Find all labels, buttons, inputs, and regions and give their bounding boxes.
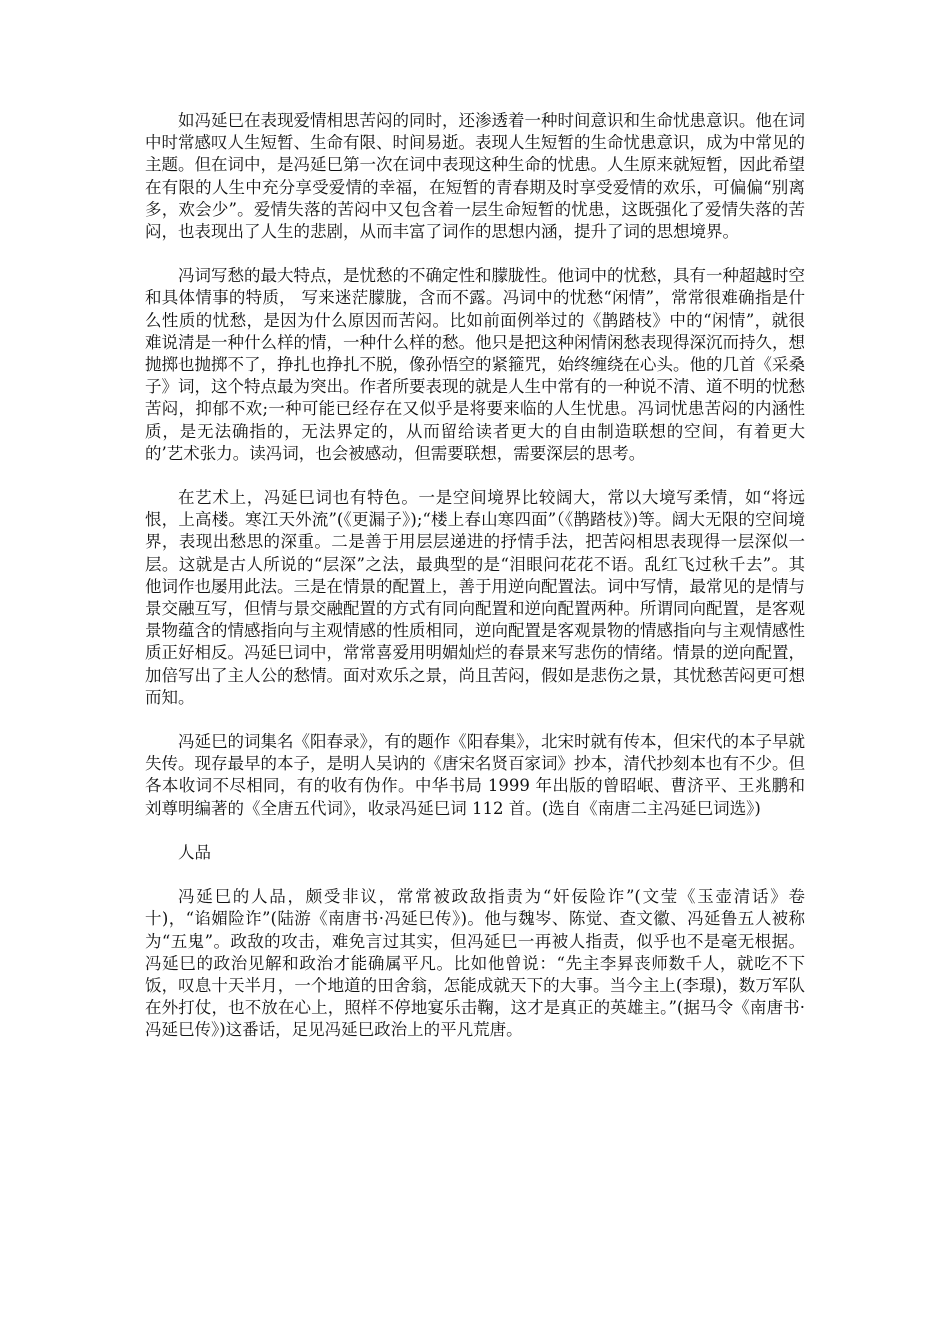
paragraph-time-consciousness: 如冯延巳在表现爱情相思苦闷的同时，还渗透着一种时间意识和生命忧患意识。他在词中时常感叹人生短暂、生命有限、时间易逝。表现人生短暂的生命忧患意识，成为中常见的主题。但在词中，是冯延巳第一次在词中表现这种生命的忧患。人生原来就短暂，因此希望在有限的人生中充分享受爱情的幸福，在短暂的青春期及时享受爱情的欢乐，可偏偏“别离多，欢会少”。爱情失落的苦闷中又包含着一层生命短暂的忧患，这既强化了爱情失落的苦闷，也表现出了人生的悲剧，从而丰富了词作的思想内涵，提升了词的思想境界。 [145,111,805,242]
paragraph-artistic-features: 在艺术上，冯延巳词也有特色。一是空间境界比较阔大，常以大境写柔情，如“将远恨，上高楼。寒江天外流”(《更漏子》);“楼上春山寒四面”（《鹊踏枝》)等。阔大无限的空间境界，表现出愁思的深重。二是善于用层层递进的抒情手法，把苦闷相思表现得一层深似一层。这就是古人所说的“层深”之法，最典型的是“泪眼问花花不语。乱红飞过秋千去”。其他词作也屡用此法。三是在情景的配置上，善于用逆向配置法。词中写情，最常见的是情与景交融互写，但情与景交融配置的方式有同向配置和逆向配置两种。所谓同向配置，是客观景物蕴含的情感指向与主观情感的性质相同，逆向配置是客观景物的情感指向与主观情感性质正好相反。冯延巳词中，常常喜爱用明媚灿烂的春景来写悲伤的情绪。情景的逆向配置，加倍写出了主人公的愁情。面对欢乐之景，尚且苦闷，假如是悲伤之景，其忧愁苦闷更可想而知。 [145,488,805,707]
paragraph-character: 冯延巳的人品，颇受非议，常常被政敌指责为“奸佞险诈”(文莹《玉壶清话》卷十)，“谄媚险诈”(陆游《南唐书·冯延巳传》)。他与魏岑、陈觉、查文徽、冯延鲁五人被称为“五鬼”。政敌的攻击，难免言过其实，但冯延巳一再被人指责，似乎也不是毫无根据。冯延巳的政治见解和政治才能确属平凡。比如他曾说：“先主李昪丧师数千人，就吃不下饭，叹息十天半月，一个地道的田舍翁，怎能成就天下的大事。当今主上(李璟)，数万军队在外打仗，也不放在心上，照样不停地宴乐击鞠，这才是真正的英雄主。”(据马令《南唐书·冯延巳传》)这番话，足见冯延巳政治上的平凡荒唐。 [145,887,805,1040]
section-heading-character: 人品 [178,842,211,862]
paragraph-collection-editions: 冯延巳的词集名《阳春录》，有的题作《阳春集》，北宋时就有传本，但宋代的本子早就失传。现存最早的本子，是明人吴讷的《唐宋名贤百家词》抄本，清代抄刻本也有不少。但各本收词不尽相同，有的收有伪作。中华书局 1999 年出版的曾昭岷、曹济平、王兆鹏和刘尊明编著的《全唐五代词》，收录冯延巳词 112 首。(选自《南唐二主冯延巳词选》) [145,732,805,818]
paragraph-sorrow-characteristics: 冯词写愁的最大特点，是忧愁的不确定性和朦胧性。他词中的忧愁，具有一种超越时空和具体情事的特质， 写来迷茫朦胧，含而不露。冯词中的忧愁“闲情”，常常很难确指是什么性质的忧愁，是因为什么原因而苦闷。比如前面例举过的《鹊踏枝》中的“闲情”，就很难说清是一种什么样的情，一种什么样的愁。他只是把这种闲情闲愁表现得深沉而持久，想抛掷也抛掷不了，挣扎也挣扎不脱，像孙悟空的紧箍咒，始终缠绕在心头。他的几首《采桑子》词，这个特点最为突出。作者所要表现的就是人生中常有的一种说不清、道不明的忧愁苦闷，抑郁不欢;一种可能已经存在又似乎是将要来临的人生忧患。冯词忧患苦闷的内涵性质，是无法确指的，无法界定的，从而留给读者更大的自由制造联想的空间，有着更大的’艺术张力。读冯词，也会被感动，但需要联想，需要深层的思考。 [145,266,805,463]
document-body [145,110,805,1064]
